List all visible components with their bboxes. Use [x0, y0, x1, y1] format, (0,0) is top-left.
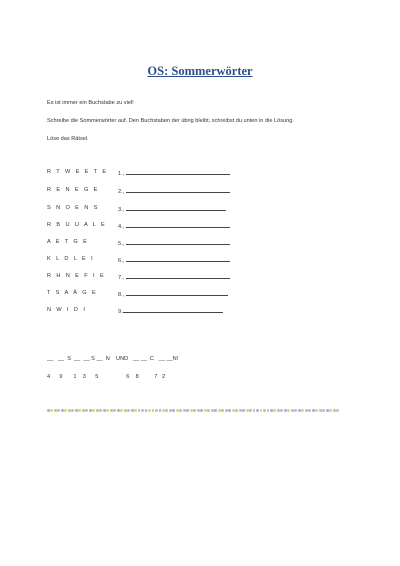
border-dot — [200, 409, 203, 412]
puzzle-row — [0, 307, 400, 317]
puzzle-row — [0, 290, 400, 300]
border-dot — [61, 409, 64, 412]
border-dot — [260, 409, 263, 412]
border-dot — [155, 409, 158, 412]
answer-field[interactable]: 7., — [118, 273, 230, 281]
puzzle-row — [0, 187, 400, 197]
border-dot — [308, 409, 311, 412]
border-dot — [120, 409, 123, 412]
border-dot — [333, 409, 336, 412]
intro-instructions: Schreibe die Sommerwörter auf. Den Buchstaben der übrig bleibt, schreibst du unten in die Lösung. — [47, 118, 294, 124]
border-dot — [169, 409, 172, 412]
border-dot — [270, 409, 273, 412]
border-dot — [294, 409, 297, 412]
border-dot — [148, 409, 151, 412]
border-dot — [159, 409, 162, 412]
scrambled-word: T S A Ä G E — [47, 290, 98, 296]
answer-number: 7. — [118, 275, 123, 281]
border-dot — [82, 409, 85, 412]
answer-field[interactable] — [118, 307, 223, 315]
border-dot — [225, 409, 228, 412]
answer-number: 5. — [118, 241, 123, 247]
puzzle-row — [0, 205, 400, 215]
page-title: OS: Sommerwörter — [147, 64, 253, 78]
answer-number: 9. — [118, 309, 123, 315]
border-dot — [110, 409, 113, 412]
border-dot — [287, 409, 290, 412]
border-dot — [218, 409, 221, 412]
border-dot — [106, 409, 109, 412]
solution-line[interactable]: __ __ S __ __ S __ N UND __ __ C __ __N! — [47, 356, 179, 362]
border-dot — [186, 409, 189, 412]
answer-number: 6. — [118, 258, 123, 264]
border-dot — [291, 409, 294, 412]
scrambled-word: R B U U A L E — [47, 222, 107, 228]
scrambled-word: R T W E E T E — [47, 169, 108, 175]
border-dot — [172, 409, 175, 412]
border-dot — [183, 409, 186, 412]
border-dot — [165, 409, 168, 412]
scrambled-word: K L D L E I — [47, 256, 95, 262]
border-dot — [242, 409, 245, 412]
border-dot — [326, 409, 329, 412]
border-dot — [232, 409, 235, 412]
border-dot — [336, 409, 339, 412]
border-dot — [253, 409, 256, 412]
border-dot — [207, 409, 210, 412]
border-dot — [47, 409, 50, 412]
border-dot — [322, 409, 325, 412]
border-dot — [75, 409, 78, 412]
border-dot — [256, 409, 259, 412]
border-dot — [228, 409, 231, 412]
border-dot — [298, 409, 301, 412]
border-dot — [329, 409, 332, 412]
border-dot — [127, 409, 130, 412]
border-dot — [319, 409, 322, 412]
border-dot — [249, 409, 252, 412]
intro-riddle-prompt: Löse das Rätsel. — [47, 136, 89, 142]
border-dot — [179, 409, 182, 412]
border-dot — [214, 409, 217, 412]
border-dot — [312, 409, 315, 412]
border-dot — [239, 409, 242, 412]
border-dot — [103, 409, 106, 412]
puzzle-row — [0, 273, 400, 283]
answer-field[interactable]: 3., — [118, 205, 226, 213]
border-dot — [138, 409, 141, 412]
answer-number: 8. — [118, 292, 123, 298]
border-dot — [141, 409, 144, 412]
answer-number: 2. — [118, 189, 123, 195]
scrambled-word: R H N E F I E — [47, 273, 106, 279]
border-dot — [50, 409, 53, 412]
border-dot — [85, 409, 88, 412]
border-dot — [221, 409, 224, 412]
border-dot — [211, 409, 214, 412]
answer-number: 3. — [118, 207, 123, 213]
puzzle-row — [0, 169, 400, 179]
border-dot — [315, 409, 318, 412]
border-dot — [64, 409, 67, 412]
border-dot — [305, 409, 308, 412]
border-dot — [124, 409, 127, 412]
border-dot — [152, 409, 155, 412]
answer-field[interactable]: 1., — [118, 169, 230, 177]
border-dot — [301, 409, 304, 412]
intro-hint: Es ist immer ein Buchstabe zu viel! — [47, 100, 134, 106]
border-dot — [204, 409, 207, 412]
scrambled-word: S N O E N S — [47, 205, 100, 211]
border-dot — [267, 409, 270, 412]
scrambled-word: R E N E G E — [47, 187, 100, 193]
border-dot — [235, 409, 238, 412]
scrambled-word: A E T G E — [47, 239, 89, 245]
decorative-border — [47, 408, 345, 413]
border-dot — [162, 409, 165, 412]
border-dot — [176, 409, 179, 412]
border-dot — [197, 409, 200, 412]
border-dot — [117, 409, 120, 412]
border-dot — [277, 409, 280, 412]
answer-field[interactable]: 6., — [118, 256, 230, 264]
border-dot — [145, 409, 148, 412]
border-dot — [89, 409, 92, 412]
border-dot — [246, 409, 249, 412]
answer-field[interactable]: 4., — [118, 222, 230, 230]
border-dot — [113, 409, 116, 412]
answer-number: 4. — [118, 224, 123, 230]
border-dot — [131, 409, 134, 412]
border-dot — [190, 409, 193, 412]
border-dot — [68, 409, 71, 412]
answer-number: 1. — [118, 171, 123, 177]
border-dot — [280, 409, 283, 412]
scrambled-word: N W I D I — [47, 307, 87, 313]
border-dot — [54, 409, 57, 412]
border-dot — [92, 409, 95, 412]
border-dot — [96, 409, 99, 412]
border-dot — [263, 409, 266, 412]
border-dot — [99, 409, 102, 412]
border-dot — [273, 409, 276, 412]
puzzle-row — [0, 239, 400, 249]
border-dot — [193, 409, 196, 412]
puzzle-row — [0, 222, 400, 232]
answer-field[interactable]: 2., — [118, 187, 230, 195]
solution-letter-indices: 4 9 1 3 5 6 8 7 2 — [47, 374, 166, 380]
border-dot — [71, 409, 74, 412]
answer-field[interactable]: 8., — [118, 290, 228, 298]
border-dot — [57, 409, 60, 412]
border-dot — [78, 409, 81, 412]
border-dot — [284, 409, 287, 412]
puzzle-row — [0, 256, 400, 266]
border-dot — [134, 409, 137, 412]
answer-field[interactable]: 5., — [118, 239, 230, 247]
